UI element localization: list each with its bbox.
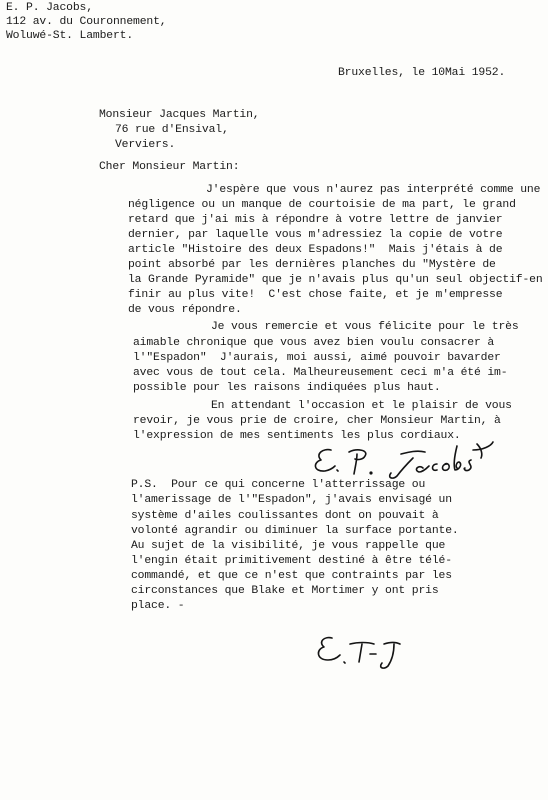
- paragraph-3-line: revoir, je vous prie de croire, cher Monsieur Martin, à: [133, 415, 501, 427]
- date-line: Bruxelles, le 10Mai 1952.: [338, 67, 506, 79]
- postscript-line: l'amerissage de l'"Espadon", j'avais envisagé un: [131, 494, 452, 506]
- paragraph-1-line: de vous répondre.: [128, 304, 242, 316]
- paragraph-1-line: la Grande Pyramide" que je n'avais plus qu'un seul objectif-en: [128, 274, 543, 286]
- postscript-line: circonstances que Blake et Mortimer y ont pris: [131, 585, 439, 597]
- postscript-line: volonté agrandir ou diminuer la surface portante.: [131, 525, 459, 537]
- postscript-line: commandé, et que ce n'est que contraints par les: [131, 570, 452, 582]
- recipient-street: 76 rue d'Ensival,: [115, 124, 229, 136]
- sender-address-line1: 112 av. du Couronnement,: [6, 16, 167, 28]
- paragraph-2-line: possible pour les raisons indiquées plus haut.: [133, 382, 441, 394]
- paragraph-2-line: aimable chronique que vous avez bien voulu consacrer à: [133, 337, 495, 349]
- paragraph-1-line: point absorbé par les dernières planches du "Mystère de: [128, 259, 496, 271]
- paragraph-2-line: l'"Espadon" J'aurais, moi aussi, aimé pouvoir bavarder: [133, 352, 501, 364]
- sender-name: E. P. Jacobs,: [6, 2, 93, 14]
- postscript-line: Au sujet de la visibilité, je vous rappelle que: [131, 540, 446, 552]
- postscript-line: système d'ailes coulissantes dont on pouvait à: [131, 510, 439, 522]
- paragraph-1-line: négligence ou un manque de courtoisie de ma part, le grand: [128, 199, 516, 211]
- paragraph-1-line: retard que j'ai mis à répondre à votre lettre de janvier: [128, 214, 503, 226]
- handwritten-initials: [310, 630, 406, 670]
- paragraph-3-line: l'expression de mes sentiments les plus cordiaux.: [133, 430, 461, 442]
- postscript-line: l'engin était primitivement destiné à être télé-: [131, 555, 452, 567]
- paragraph-2-line: Je vous remercie et vous félicite pour le très: [211, 321, 519, 333]
- paragraph-1-line: J'espère que vous n'aurez pas interprété comme une: [206, 184, 541, 196]
- sender-address-line2: Woluwé-St. Lambert.: [6, 30, 134, 42]
- postscript-line: P.S. Pour ce qui concerne l'atterrissage ou: [131, 479, 426, 491]
- paragraph-1-line: dernier, par laquelle vous m'adressiez la copie de votre: [128, 229, 503, 241]
- salutation: Cher Monsieur Martin:: [99, 161, 240, 173]
- handwritten-signature: [305, 440, 495, 482]
- paragraph-2-line: avec vous de tout cela. Malheureusement ceci m'a été im-: [133, 367, 508, 379]
- paragraph-1-line: finir au plus vite! C'est chose faite, et je m'empresse: [128, 289, 503, 301]
- postscript-line: place. -: [131, 600, 185, 612]
- paragraph-1-line: article "Histoire des deux Espadons!" Mais j'étais à de: [128, 244, 503, 256]
- paragraph-3-line: En attendant l'occasion et le plaisir de vous: [211, 400, 512, 412]
- recipient-city: Verviers.: [115, 139, 176, 151]
- recipient-name: Monsieur Jacques Martin,: [99, 109, 260, 121]
